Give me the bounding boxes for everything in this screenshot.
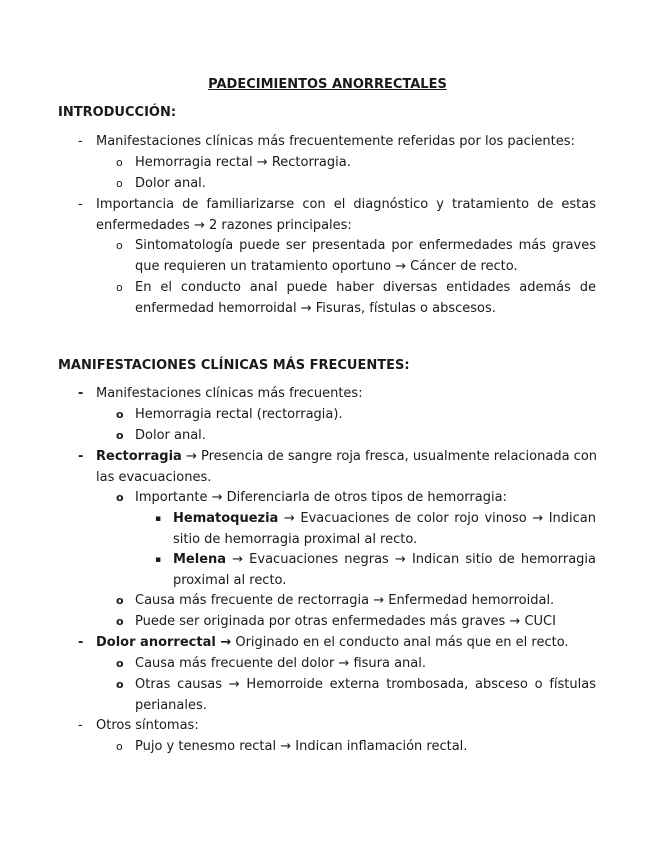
intro-item-1-sub-1: Hemorragia rectal → Rectorragia. — [135, 155, 351, 170]
circle-bullet: o — [116, 657, 124, 670]
hematoquezia-definition: → Evacuaciones de color rojo vinoso → Indican — [278, 511, 596, 526]
rectorragia-definition: → Presencia de sangre roja fresca, usualmente relacionada con — [181, 449, 598, 464]
rectorragia-sub-2: Causa más frecuente de rectorragia → Enfermedad hemorroidal. — [135, 593, 555, 608]
circle-bullet: o — [116, 408, 124, 421]
square-bullet: ▪ — [155, 514, 162, 524]
dash-bullet: - — [78, 635, 84, 650]
rectorragia-sub-3: Puede ser originada por otras enfermedades más graves → CUCI — [135, 614, 556, 629]
hematoquezia-term: Hematoquezia — [173, 511, 279, 526]
rectorragia-sub-1: Importante → Diferenciarla de otros tipos de hemorragia: — [135, 490, 507, 505]
manifest-item-1: Manifestaciones clínicas más frecuentes: — [96, 386, 363, 401]
intro-item-2-sub-2-line-2: enfermedad hemorroidal → Fisuras, fístulas o abscesos. — [135, 301, 496, 316]
dash-bullet: - — [78, 197, 83, 212]
dash-bullet: - — [78, 449, 84, 464]
intro-item-1: Manifestaciones clínicas más frecuentemente referidas por los pacientes: — [96, 134, 575, 149]
page-title: PADECIMIENTOS ANORRECTALES — [208, 77, 447, 92]
intro-item-2-sub-1-line-1: Sintomatología puede ser presentada por enfermedades más graves — [135, 238, 596, 253]
circle-bullet: o — [116, 177, 123, 190]
manifest-item-1-sub-2: Dolor anal. — [135, 428, 206, 443]
manifest-item-1-sub-1: Hemorragia rectal (rectorragia). — [135, 407, 343, 422]
dolor-sub-2-line-1: Otras causas → Hemorroide externa trombosada, absceso o fístulas — [135, 677, 596, 692]
circle-bullet: o — [116, 594, 124, 607]
melena-term: Melena — [173, 552, 227, 567]
hematoquezia-line-1 — [173, 510, 596, 528]
intro-item-2-sub-1-line-2: que requieren un tratamiento oportuno → Cáncer de recto. — [135, 259, 518, 274]
manifest-heading: MANIFESTACIONES CLÍNICAS MÁS FRECUENTES: — [58, 358, 410, 373]
dolor-line — [96, 634, 569, 652]
melena-line-1 — [173, 551, 596, 569]
dolor-definition: Originado en el conducto anal más que en el recto. — [231, 635, 569, 650]
circle-bullet: o — [116, 239, 123, 252]
rectorragia-term: Rectorragia — [96, 449, 182, 464]
intro-heading: INTRODUCCIÓN: — [58, 105, 177, 120]
intro-item-2-sub-2-line-1: En el conducto anal puede haber diversas entidades además de — [135, 280, 596, 295]
circle-bullet: o — [116, 429, 124, 442]
hematoquezia-line-2: sitio de hemorragia proximal al recto. — [173, 532, 418, 547]
circle-bullet: o — [116, 740, 123, 753]
dash-bullet: - — [78, 386, 84, 401]
dash-bullet: - — [78, 134, 83, 149]
melena-definition: → Evacuaciones negras → Indican sitio de hemorragia — [226, 552, 596, 567]
circle-bullet: o — [116, 491, 124, 504]
circle-bullet: o — [116, 156, 123, 169]
circle-bullet: o — [116, 281, 123, 294]
melena-line-2: proximal al recto. — [173, 573, 287, 588]
intro-item-1-sub-2: Dolor anal. — [135, 176, 206, 191]
square-bullet: ▪ — [155, 555, 162, 565]
dolor-sub-1: Causa más frecuente del dolor → fisura anal. — [135, 656, 427, 671]
otros-sub-1: Pujo y tenesmo rectal → Indican inflamación rectal. — [135, 739, 468, 754]
dolor-term: Dolor anorrectal → — [96, 635, 232, 650]
intro-item-2-line-2: enfermedades → 2 razones principales: — [96, 218, 352, 233]
circle-bullet: o — [116, 615, 124, 628]
rectorragia-line-2: las evacuaciones. — [96, 470, 212, 485]
rectorragia-line-1 — [96, 448, 596, 466]
intro-item-2-line-1: Importancia de familiarizarse con el diagnóstico y tratamiento de estas — [96, 197, 596, 212]
circle-bullet: o — [116, 678, 124, 691]
dash-bullet: - — [78, 718, 83, 733]
otros-item: Otros síntomas: — [96, 718, 199, 733]
dolor-sub-2-line-2: perianales. — [135, 698, 207, 713]
